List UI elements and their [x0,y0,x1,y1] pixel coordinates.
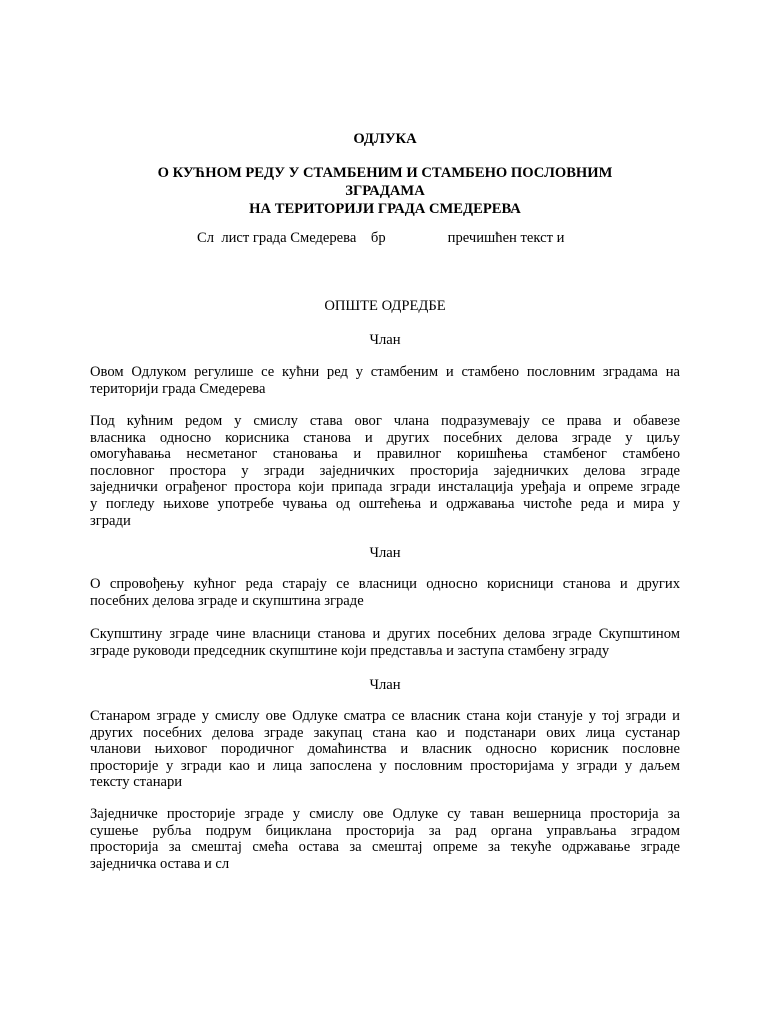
article-paragraph [90,576,680,609]
article-heading: Члан [369,332,401,348]
paragraph-line: тексту станари [90,774,183,791]
paragraph-line: посебних делова зграде и скупштина зграде [90,592,364,609]
paragraph-line: Заједничке просторије зграде у смислу ове Одлуке су таван вешерница просторија за [90,806,680,822]
paragraph-line: власника односно корисника станова и других посебних делова зграде у циљу [90,429,680,446]
article-heading: Члан [369,545,401,561]
paragraph-line: зграде руководи председник скупштине који представља и заступа стамбену зграду [90,642,610,659]
paragraph-line: Под кућним редом у смислу става овог члана подразумевају се права и обавезе [90,413,680,429]
paragraph-line: заједничка остава и сл [90,855,230,872]
article-paragraph [90,413,680,529]
paragraph-line: Овом Одлуком регулише се кућни ред у стамбеним и стамбено пословним зградама на [90,364,680,380]
subtitle-line: ЗГРАДАМА [345,183,425,199]
paragraph-line: омогућавања несметаног становања и правилног коришћења стамбеног стамбено [90,446,680,463]
paragraph-line: чланови њиховог породичног домаћинства и власник односно корисник пословне [90,741,680,758]
paragraph-line: Скупштину зграде чине власници станова и других посебних делова зграде Скупштином [90,626,680,642]
paragraph-line: просторија за смештај смећа остава за смештај опреме за текуће одржавање зграде [90,839,680,856]
document-subtitle [90,164,680,218]
paragraph-line: О спровођењу кућног реда старају се власници односно корисници станова и других [90,576,680,592]
paragraph-line: територији града Смедерева [90,380,266,397]
article-paragraph [90,364,680,397]
article-heading: Члан [369,677,401,693]
document-title: ОДЛУКА [353,131,417,147]
paragraph-line: у погледу њихове употребе чувања од оштећења и одржавања чистоће реда и мира у [90,495,680,512]
section-heading: ОПШТЕ ОДРЕДБЕ [324,298,446,314]
paragraph-line: пословног простора у згради заједничких просторија заједничких делова зграде [90,462,680,479]
subtitle-line: О КУЋНОМ РЕДУ У СТАМБЕНИМ И СТАМБЕНО ПОСЛОВНИМ [157,165,613,181]
document-page [90,0,680,1024]
paragraph-line: просторије у згради као и лица запослена у пословним просторијама у згради у даљем [90,757,680,774]
paragraph-line: сушење рубља подрум бициклана просторија за рад органа управљања зградом [90,822,680,839]
paragraph-line: Станаром зграде у смислу ове Одлуке сматра се власник стана који станује у тој згради и [90,708,680,724]
paragraph-line: заједнички ограђеног простора који припада згради инсталација уређаја и опреме зграде [90,479,680,496]
article-paragraph [90,708,680,791]
paragraph-line: других посебних делова зграде закупац стана као и подстанари ових лица сустанар [90,724,680,741]
paragraph-line: згради [90,512,131,529]
article-paragraph [90,806,680,872]
subtitle-line: НА ТЕРИТОРИЈИ ГРАДА СМЕДЕРЕВА [249,201,521,217]
publication-reference: Сл лист града Смедерева бр пречишћен текст и [197,230,565,246]
article-paragraph [90,626,680,659]
